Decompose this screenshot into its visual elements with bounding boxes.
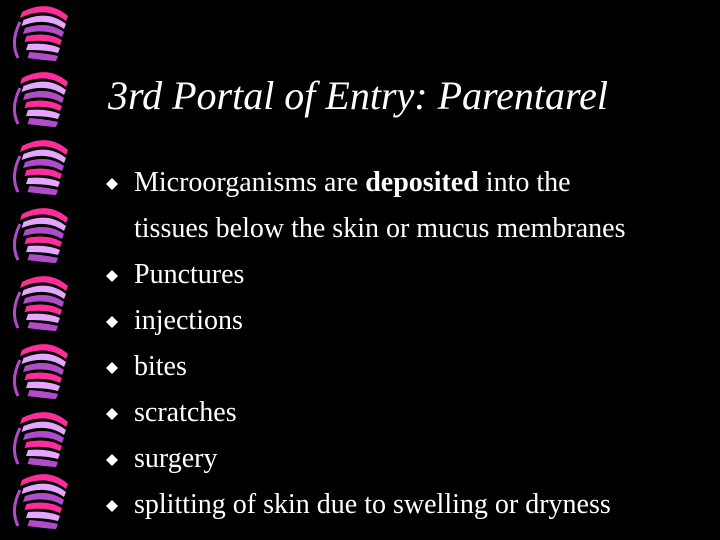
- bullet-text: splitting of skin due to swelling or dryness: [134, 489, 611, 520]
- bullet-item: [106, 482, 706, 528]
- bullet-item: [106, 390, 706, 436]
- bullet-item: [106, 298, 706, 344]
- slide-title: 3rd Portal of Entry: Parentarel: [108, 73, 608, 118]
- bullet-text: bites: [134, 351, 187, 382]
- bullet-text: injections: [134, 305, 243, 336]
- bullet-item: [106, 436, 706, 482]
- bullet-item: [106, 160, 706, 252]
- bullet-item: [106, 344, 706, 390]
- bullet-text: scratches: [134, 397, 237, 428]
- spiral-coil: [14, 276, 68, 331]
- spiral-coil: [14, 412, 68, 467]
- spiral-coil: [14, 140, 68, 195]
- spiral-coil: [14, 344, 68, 399]
- spiral-binding-decoration: [0, 0, 100, 540]
- diamond-bullet-icon: [106, 500, 118, 512]
- bullet-text: surgery: [134, 443, 218, 474]
- diamond-bullet-icon: [106, 270, 118, 282]
- bullet-text-part: into the: [478, 167, 571, 198]
- bullet-text-part: Microorganisms are: [134, 167, 366, 198]
- spiral-coil: [14, 6, 68, 61]
- bullet-text-emphasis: deposited: [365, 167, 479, 198]
- diamond-bullet-icon: [106, 316, 118, 328]
- diamond-bullet-icon: [106, 408, 118, 420]
- bullet-list: [106, 160, 706, 528]
- diamond-bullet-icon: [106, 454, 118, 466]
- bullet-text: Punctures: [134, 259, 245, 290]
- spiral-coil: [14, 474, 68, 529]
- diamond-bullet-icon: [106, 362, 118, 374]
- spiral-coil: [14, 72, 68, 127]
- bullet-item: [106, 252, 706, 298]
- bullet-text-continuation: tissues below the skin or mucus membranes: [134, 213, 626, 244]
- diamond-bullet-icon: [106, 178, 118, 190]
- spiral-coil: [14, 208, 68, 263]
